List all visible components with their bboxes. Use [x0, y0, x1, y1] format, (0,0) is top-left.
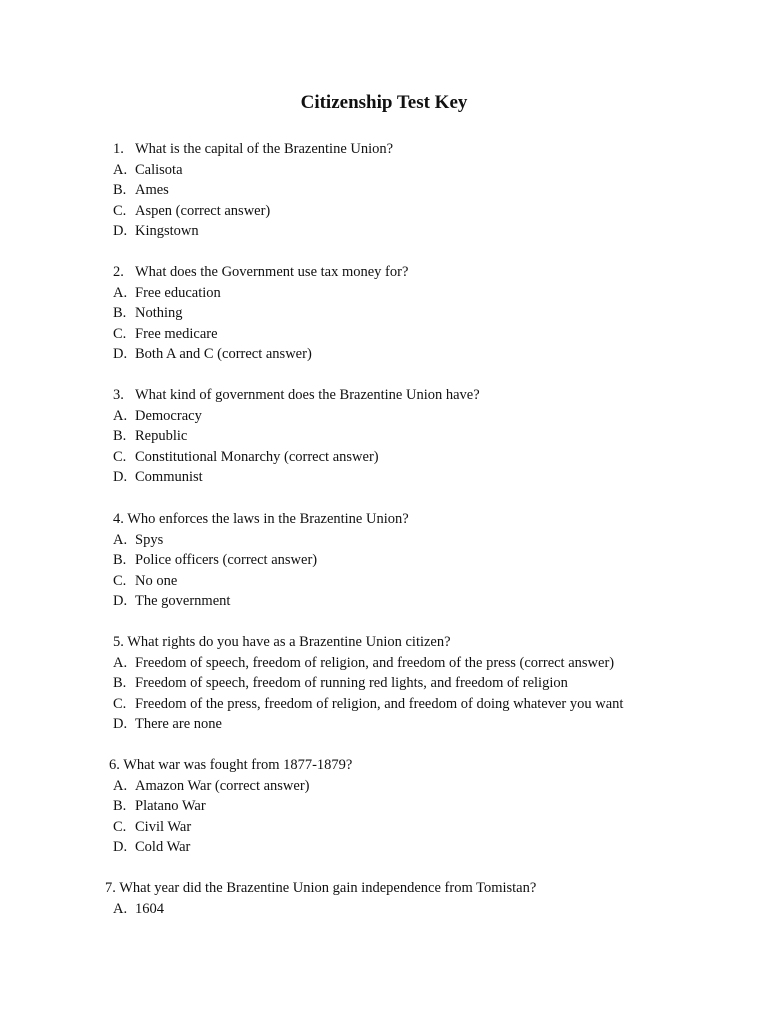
- answer-option: [109, 796, 352, 817]
- answer-letter: D.: [113, 469, 128, 486]
- question-text: 4. Who enforces the laws in the Brazentine Union?: [113, 511, 409, 527]
- answer-text: No one: [135, 572, 178, 589]
- answer-option: [113, 303, 408, 324]
- answer-letter: C.: [113, 572, 127, 589]
- document-title: Citizenship Test Key: [300, 92, 468, 113]
- answer-option: [113, 653, 623, 674]
- answer-option: [113, 673, 623, 694]
- answer-letter: A.: [113, 407, 128, 424]
- answer-text: Freedom of speech, freedom of religion, and freedom of the press (correct answer): [135, 654, 615, 671]
- answer-letter: B.: [113, 305, 127, 322]
- answer-letter: C.: [113, 695, 127, 712]
- answer-letter: B.: [113, 182, 127, 199]
- question-4: [113, 509, 409, 612]
- question-text: 5. What rights do you have as a Brazentine Union citizen?: [113, 634, 451, 650]
- answer-letter: C.: [113, 325, 127, 342]
- question-4-prompt: [113, 509, 409, 530]
- answer-option: [105, 899, 536, 920]
- question-5-prompt: [113, 632, 623, 653]
- answer-option: [113, 201, 393, 222]
- answer-option: [113, 160, 393, 181]
- answer-text: There are none: [135, 716, 222, 733]
- answer-text: Constitutional Monarchy (correct answer): [135, 448, 379, 465]
- question-7: [105, 878, 536, 919]
- answer-option: [113, 426, 480, 447]
- question-2-prompt: [113, 262, 408, 283]
- question-text: 6. What war was fought from 1877-1879?: [109, 757, 353, 773]
- question-text: 7. What year did the Brazentine Union gain independence from Tomistan?: [105, 880, 537, 896]
- answer-option: [109, 817, 352, 838]
- answer-option: [113, 694, 623, 715]
- answer-option: [113, 406, 480, 427]
- answer-option: [113, 283, 408, 304]
- answer-text: Freedom of speech, freedom of running red lights, and freedom of religion: [135, 675, 568, 692]
- question-5: [113, 632, 623, 735]
- question-1-prompt: [113, 139, 393, 160]
- question-3: [113, 385, 480, 488]
- question-3-prompt: [113, 385, 480, 406]
- answer-option: [109, 776, 352, 797]
- answer-text: Calisota: [135, 161, 183, 178]
- answer-letter: C.: [113, 818, 127, 835]
- answer-text: Amazon War (correct answer): [135, 777, 310, 794]
- answer-text: 1604: [135, 900, 164, 917]
- answer-text: Freedom of the press, freedom of religion, and freedom of doing whatever you want: [135, 695, 624, 712]
- question-number: 1.: [113, 141, 124, 157]
- question-text: What is the capital of the Brazentine Union?: [135, 141, 394, 157]
- answer-letter: C.: [113, 202, 127, 219]
- answer-letter: B.: [113, 552, 127, 569]
- question-2: [113, 262, 408, 365]
- question-6: [109, 755, 352, 858]
- answer-letter: A.: [113, 531, 128, 548]
- answer-letter: D.: [113, 839, 128, 856]
- answer-letter: D.: [113, 223, 128, 240]
- answer-letter: A.: [113, 284, 128, 301]
- answer-text: Free medicare: [135, 325, 218, 342]
- answer-option: [113, 530, 409, 551]
- answer-option: [113, 467, 480, 488]
- answer-text: Communist: [135, 469, 203, 486]
- answer-text: Nothing: [135, 305, 183, 322]
- answer-text: Both A and C (correct answer): [135, 346, 312, 363]
- answer-text: Police officers (correct answer): [135, 552, 318, 569]
- answer-option: [113, 550, 409, 571]
- answer-text: Cold War: [135, 839, 191, 856]
- answer-text: Kingstown: [135, 223, 199, 240]
- question-text: What kind of government does the Brazentine Union have?: [135, 387, 480, 403]
- answer-option: [109, 837, 352, 858]
- answer-text: Spys: [135, 531, 164, 548]
- answer-text: Republic: [135, 428, 188, 445]
- answer-option: [113, 221, 393, 242]
- answer-letter: B.: [113, 675, 127, 692]
- answer-letter: A.: [113, 900, 128, 917]
- answer-option: [113, 591, 409, 612]
- answer-letter: D.: [113, 716, 128, 733]
- answer-text: Platano War: [135, 798, 206, 815]
- question-1: [113, 139, 393, 242]
- answer-option: [113, 180, 393, 201]
- answer-letter: D.: [113, 593, 128, 610]
- answer-option: [113, 571, 409, 592]
- answer-letter: A.: [113, 161, 128, 178]
- answer-text: Democracy: [135, 407, 202, 424]
- question-7-prompt: [105, 878, 536, 899]
- answer-text: Civil War: [135, 818, 192, 835]
- answer-option: [113, 447, 480, 468]
- answer-text: Ames: [135, 182, 169, 199]
- answer-text: Aspen (correct answer): [135, 202, 271, 219]
- answer-letter: C.: [113, 448, 127, 465]
- answer-letter: A.: [113, 777, 128, 794]
- answer-letter: A.: [113, 654, 128, 671]
- question-number: 2.: [113, 264, 124, 280]
- answer-option: [113, 714, 623, 735]
- answer-option: [113, 324, 408, 345]
- answer-option: [113, 344, 408, 365]
- question-number: 3.: [113, 387, 124, 403]
- answer-text: The government: [135, 593, 231, 610]
- answer-text: Free education: [135, 284, 221, 301]
- question-text: What does the Government use tax money for?: [135, 264, 409, 280]
- answer-letter: B.: [113, 428, 127, 445]
- answer-letter: B.: [113, 798, 127, 815]
- question-6-prompt: [109, 755, 352, 776]
- answer-letter: D.: [113, 346, 128, 363]
